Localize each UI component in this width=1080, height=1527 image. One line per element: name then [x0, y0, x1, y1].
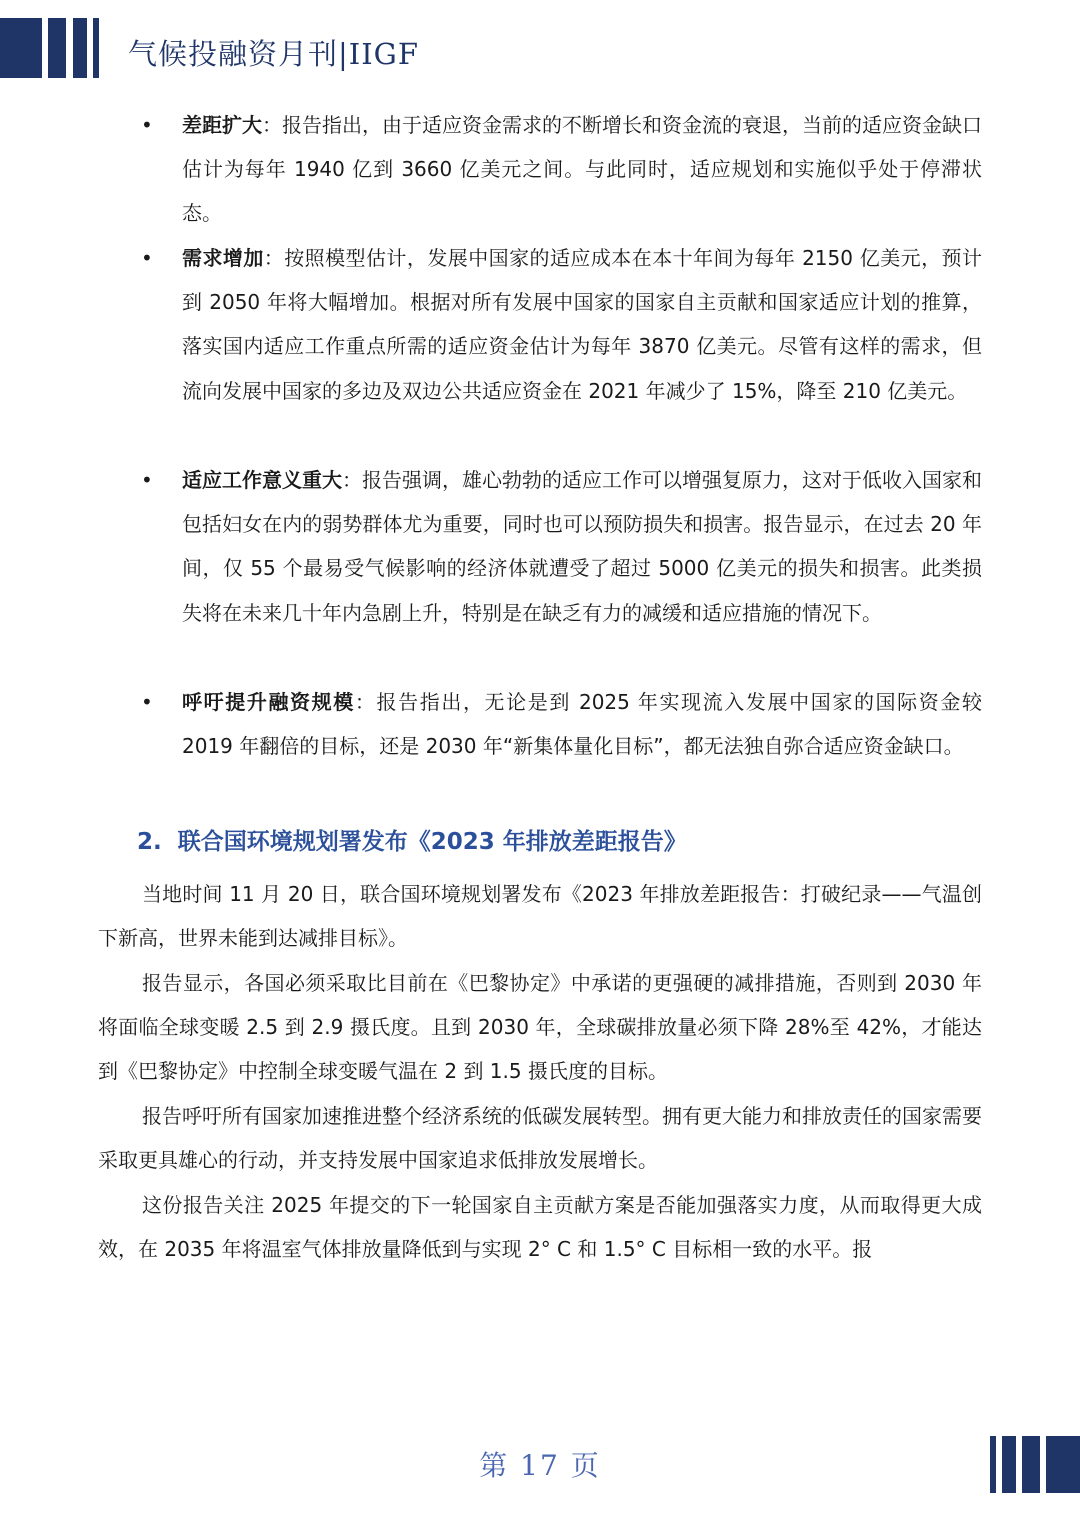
bullet-text: ：报告强调，雄心勃勃的适应工作可以增强复原力，这对于低收入国家和包括妇女在内的弱势群体尤为重要，同时也可以预防损失和损害。报告显示，在过去 20 年间，仅 55 个最易受气候影响的经济体就遭受了超过 5000 亿美元的损失和损害。此类损失将在未来几十年内急剧上升，特别是在缺乏有力的减缓和适应措施的情况下。: [182, 468, 982, 625]
bullet-item: [141, 236, 982, 413]
body-paragraph: 这份报告关注 2025 年提交的下一轮国家自主贡献方案是否能加强落实力度，从而取得更大成效，在 2035 年将温室气体排放量降低到与实现 2° C 和 1.5° C 目标相一致的水平。报: [98, 1193, 982, 1262]
bullet-text: ：报告指出，无论是到 2025 年实现流入发展中国家的国际资金较 2019 年翻倍的目标，还是 2030 年“新集体量化目标”，都无法独自弥合适应资金缺口。: [182, 690, 982, 759]
bullet-dot-icon: •: [141, 690, 153, 714]
bullet-text: ：按照模型估计，发展中国家的适应成本在本十年间为每年 2150 亿美元，预计到 2050 年将大幅增加。根据对所有发展中国家的国家自主贡献和国家适应计划的推算，落实国内适应工作重点所需的适应资金估计为每年 3870 亿美元。尽管有这样的需求，但流向发展中国家的多边及双边公共适应资金在 2021 年减少了 15%，降至 210 亿美元。: [182, 246, 982, 403]
header-bar: [93, 18, 99, 78]
bullet-heading: 差距扩大: [182, 113, 262, 137]
page-number: 第 17 页: [479, 1449, 601, 1482]
bullet-heading: 适应工作意义重大: [182, 468, 342, 492]
section-title: 联合国环境规划署发布《2023 年排放差距报告》: [177, 829, 687, 855]
bullet-heading: 呼吁提升融资规模: [182, 690, 355, 714]
bullet-item: [141, 680, 982, 768]
bullet-item: [141, 103, 982, 236]
header-bar: [0, 18, 42, 78]
footer-bar: [990, 1436, 996, 1493]
header-title: 气候投融资月刊|IIGF: [128, 37, 419, 71]
bullet-dot-icon: •: [141, 246, 153, 270]
bullet-text: ：报告指出，由于适应资金需求的不断增长和资金流的衰退，当前的适应资金缺口估计为每年 1940 亿到 3660 亿美元之间。与此同时，适应规划和实施似乎处于停滞状态。: [182, 113, 982, 226]
header-bar: [73, 18, 87, 78]
body-paragraph: 报告呼吁所有国家加速推进整个经济系统的低碳发展转型。拥有更大能力和排放责任的国家需要采取更具雄心的行动，并支持发展中国家追求低排放发展增长。: [98, 1104, 982, 1173]
footer-bar: [1046, 1436, 1080, 1493]
header-bar: [48, 18, 66, 78]
body-paragraph: 当地时间 11 月 20 日，联合国环境规划署发布《2023 年排放差距报告：打破纪录——气温创下新高，世界未能到达减排目标》。: [98, 882, 982, 951]
section-number: 2.: [137, 829, 162, 855]
bullet-item: [141, 458, 982, 635]
footer-bar: [1002, 1436, 1016, 1493]
footer-bar: [1022, 1436, 1040, 1493]
body-paragraph: 报告显示，各国必须采取比目前在《巴黎协定》中承诺的更强硬的减排措施，否则到 2030 年将面临全球变暖 2.5 到 2.9 摄氏度。且到 2030 年，全球碳排放量必须下降 28%至 42%，才能达到《巴黎协定》中控制全球变暖气温在 2 到 1.5 摄氏度的目标。: [98, 971, 982, 1084]
bullet-heading: 需求增加: [182, 246, 264, 270]
bullet-dot-icon: •: [141, 113, 153, 137]
bullet-dot-icon: •: [141, 468, 153, 492]
section-heading: [137, 823, 687, 856]
